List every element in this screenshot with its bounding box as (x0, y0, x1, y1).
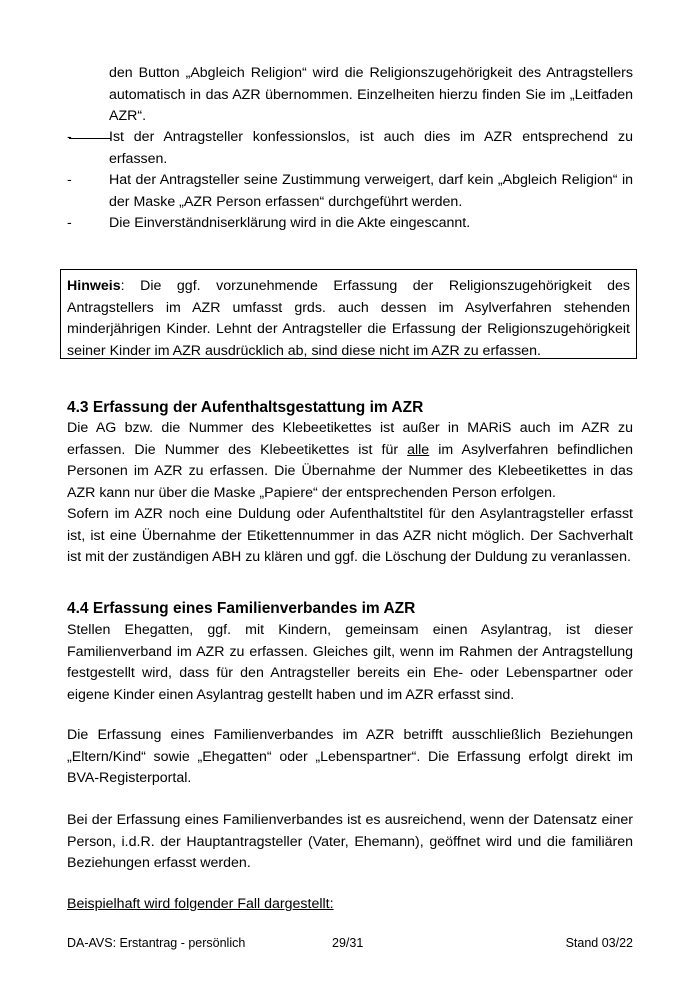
section-4-4-paragraph-2: Die Erfassung eines Familienverbandes im AZR betrifft ausschließlich Beziehungen „Eltern/Kind“ sowie „Ehegatten“ oder „Lebenspartner“. Die Erfassung erfolgt direkt im BVA-Registerportal. (67, 727, 633, 786)
paragraph-text: Die AG bzw. die Nummer des Klebeetikettes ist außer in MARiS auch im AZR zu erfassen. Die Nummer des Klebeetikettes ist für (67, 420, 633, 458)
bullet-dash: - (67, 172, 72, 188)
section-4-3-paragraph-1 (67, 418, 633, 504)
bullet-text: Die Einverständniserklärung wird in die Akte eingescannt. (109, 215, 471, 231)
bullet-dash: - (67, 129, 72, 145)
bullet-item (67, 213, 633, 235)
bullet-item (67, 170, 633, 213)
bullet-item (67, 127, 633, 170)
example-note: Beispielhaft wird folgender Fall dargestellt: (67, 896, 334, 912)
paragraph-text: im Asylverfahren befindlichen Personen im AZR zu erfassen. Die Übernahme der Nummer des Klebeetikettes in das AZR kann nur über die Maske „Papiere“ der entsprechenden Person erfolgen. (67, 441, 633, 501)
footer-document-title: DA-AVS: Erstantrag - persönlich (67, 936, 246, 950)
footer-version: Stand 03/22 (565, 936, 633, 950)
bullet-dash: - (67, 215, 72, 231)
bullet-list (67, 127, 633, 235)
hint-text: : Die ggf. vorzunehmende Erfassung der Religionszugehörigkeit des Antragstellers im AZR umfasst grds. auch dessen im Asylverfahren stehenden minderjährigen Kinder. Lehnt der Antragsteller die Erfassung der Religionszugehörigkeit seiner Kinder im AZR ausdrücklich ab, sind diese nicht im AZR zu erfassen. (67, 278, 630, 359)
continuation-paragraph: den Button „Abgleich Religion“ wird die Religionszugehörigkeit des Antragstellers automatisch in das AZR übernommen. Einzelheiten hierzu finden Sie im „Leitfaden AZR“. (109, 65, 633, 124)
hint-box (60, 269, 637, 359)
section-4-4-paragraph-1: Stellen Ehegatten, ggf. mit Kindern, gemeinsam einen Asylantrag, ist dieser Familienverband im AZR zu erfassen. Gleiches gilt, wenn im Rahmen der Antragstellung festgestellt wird, dass für den Antragsteller bereits ein Ehe- oder Lebenspartner oder eigene Kinder einen Asylantrag gestellt haben und im AZR erfasst sind. (67, 622, 633, 703)
strike-line (69, 138, 111, 139)
section-4-4-paragraph-3: Bei der Erfassung eines Familienverbandes ist es ausreichend, wenn der Datensatz einer Person, i.d.R. der Hauptantragsteller (Vater, Ehemann), geöffnet wird und die familiären Beziehungen erfasst werden. (67, 812, 633, 871)
section-heading-4-3: 4.3 Erfassung der Aufenthaltsgestattung im AZR (67, 399, 424, 416)
bullet-text: Hat der Antragsteller seine Zustimmung verweigert, darf kein „Abgleich Religion“ in der Maske „AZR Person erfassen“ durchgeführt werden. (109, 172, 633, 210)
section-heading-4-4: 4.4 Erfassung eines Familienverbandes im AZR (67, 600, 416, 617)
hint-label: Hinweis (67, 278, 121, 294)
underlined-word: alle (407, 441, 430, 458)
footer-page-number: 29/31 (332, 936, 364, 950)
bullet-text: Ist der Antragsteller konfessionslos, ist auch dies im AZR entsprechend zu erfassen. (109, 129, 633, 167)
section-4-3-paragraph-2: Sofern im AZR noch eine Duldung oder Aufenthaltstitel für den Asylantragsteller erfasst ist, ist eine Übernahme der Etikettennummer in das AZR nicht möglich. Der Sachverhalt ist mit der zuständigen ABH zu klären und ggf. die Löschung der Duldung zu veranlassen. (67, 506, 633, 565)
